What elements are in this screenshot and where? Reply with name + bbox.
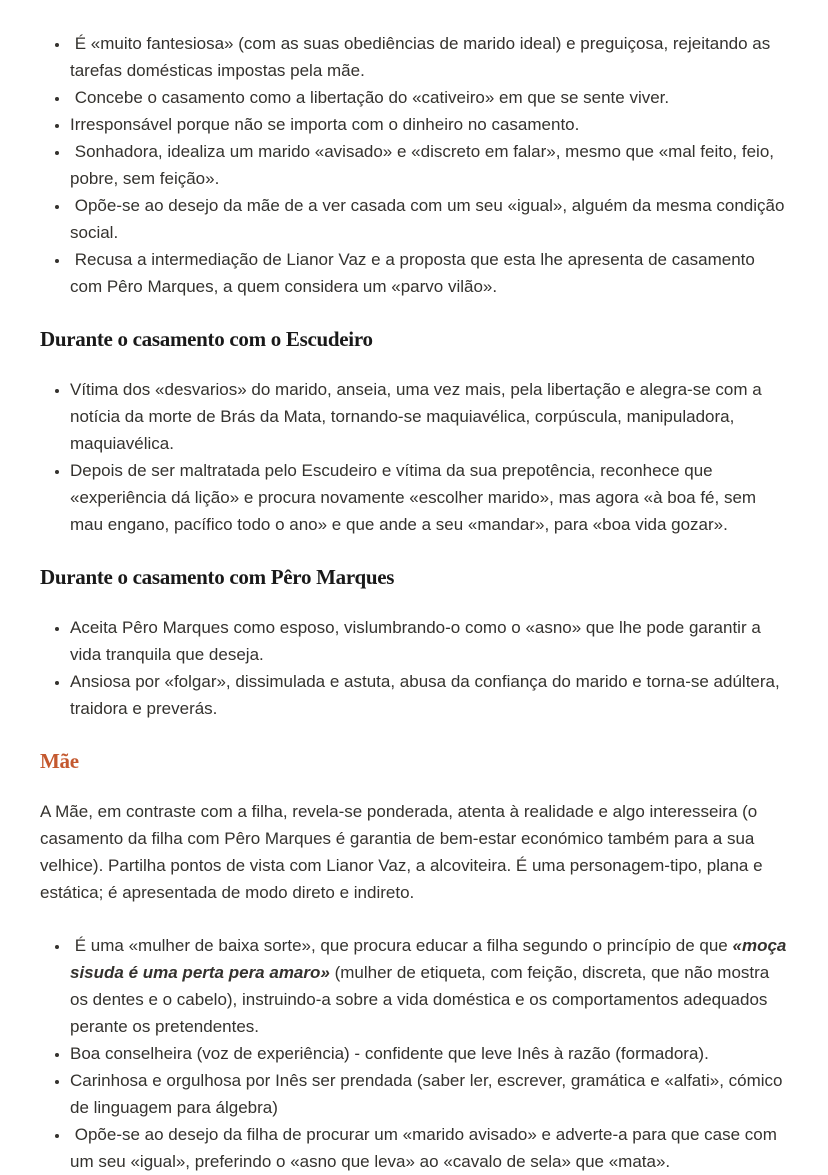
text-segment: Opõe-se ao desejo da mãe de a ver casada com um seu «igual», alguém da mesma condição social.: [70, 196, 790, 242]
text-segment: Boa conselheira (voz de experiência) - confidente que leve Inês à razão (formadora).: [70, 1044, 709, 1063]
list-item: [70, 138, 790, 192]
list-item: [70, 246, 790, 300]
list-item: [70, 30, 790, 84]
list-item: [70, 932, 790, 1040]
section-heading-pero-marques: Durante o casamento com Pêro Marques: [40, 565, 395, 589]
text-segment: Opõe-se ao desejo da filha de procurar um «marido avisado» e adverte-a para que case com um seu «igual», preferindo o «asno que leva» ao «cavalo de sela» que «mata».: [70, 1125, 782, 1171]
text-segment: Ansiosa por «folgar», dissimulada e astuta, abusa da confiança do marido e torna-se adúltera, traidora e preverás.: [70, 672, 785, 718]
section-heading-escudeiro: Durante o casamento com o Escudeiro: [40, 327, 373, 351]
pero-marques-bullet-list: [40, 614, 790, 722]
list-item: [70, 111, 790, 138]
intro-bullet-list: [40, 30, 790, 300]
list-item: [70, 1040, 790, 1067]
list-item: [70, 376, 790, 457]
list-item: [70, 614, 790, 668]
mae-bullet-list: [40, 932, 790, 1175]
text-segment: Recusa a intermediação de Lianor Vaz e a proposta que esta lhe apresenta de casamento com Pêro Marques, a quem considera um «parvo vilão».: [70, 250, 760, 296]
escudeiro-bullet-list: [40, 376, 790, 538]
list-item: [70, 84, 790, 111]
text-segment: Sonhadora, idealiza um marido «avisado» e «discreto em falar», mesmo que «mal feito, feio, pobre, sem feição».: [70, 142, 779, 188]
text-segment: Carinhosa e orgulhosa por Inês ser prendada (saber ler, escrever, gramática e «alfati», cómico de linguagem para álgebra): [70, 1071, 788, 1117]
list-item: [70, 1067, 790, 1121]
list-item: [70, 668, 790, 722]
text-segment: É «muito fantesiosa» (com as suas obediências de marido ideal) e preguiçosa, rejeitando as tarefas domésticas impostas pela mãe.: [70, 34, 775, 80]
text-segment: É uma «mulher de baixa sorte», que procura educar a filha segundo o princípio de que: [70, 936, 733, 955]
text-segment: Irresponsável porque não se importa com o dinheiro no casamento.: [70, 115, 580, 134]
text-segment: Aceita Pêro Marques como esposo, vislumbrando-o como o «asno» que lhe pode garantir a vida tranquila que deseja.: [70, 618, 766, 664]
text-segment: (mulher de etiqueta, com feição, discreta, que não mostra os dentes e o cabelo), instruindo-a sobre a vida doméstica e os comportamentos adequados perante os pretendentes.: [70, 963, 774, 1036]
list-item: [70, 192, 790, 246]
mae-heading: Mãe: [40, 749, 79, 773]
text-segment: Depois de ser maltratada pelo Escudeiro e vítima da sua prepotência, reconhece que «experiência dá lição» e procura novamente «escolher marido», mas agora «à boa fé, sem mau engano, pacífico todo o ano» e que ande a seu «mandar», para «boa vida gozar».: [70, 461, 761, 534]
mae-paragraph: A Mãe, em contraste com a filha, revela-se ponderada, atenta à realidade e algo interesseira (o casamento da filha com Pêro Marques é garantia de bem-estar económico também para a sua velhice). Partilha pontos de vista com Lianor Vaz, a alcoviteira. É uma personagem-tipo, plana e estática; é apresentada de modo direto e indireto.: [40, 802, 763, 902]
emphasized-quote: «moça sisuda é uma perta pera amaro»: [70, 936, 792, 982]
list-item: [70, 457, 790, 538]
list-item: [70, 1121, 790, 1175]
text-segment: Concebe o casamento como a libertação do «cativeiro» em que se sente viver.: [70, 88, 670, 107]
text-segment: Vítima dos «desvarios» do marido, anseia, uma vez mais, pela libertação e alegra-se com a notícia da morte de Brás da Mata, tornando-se maquiavélica, corpúscula, manipuladora, maquiavélica.: [70, 380, 767, 453]
